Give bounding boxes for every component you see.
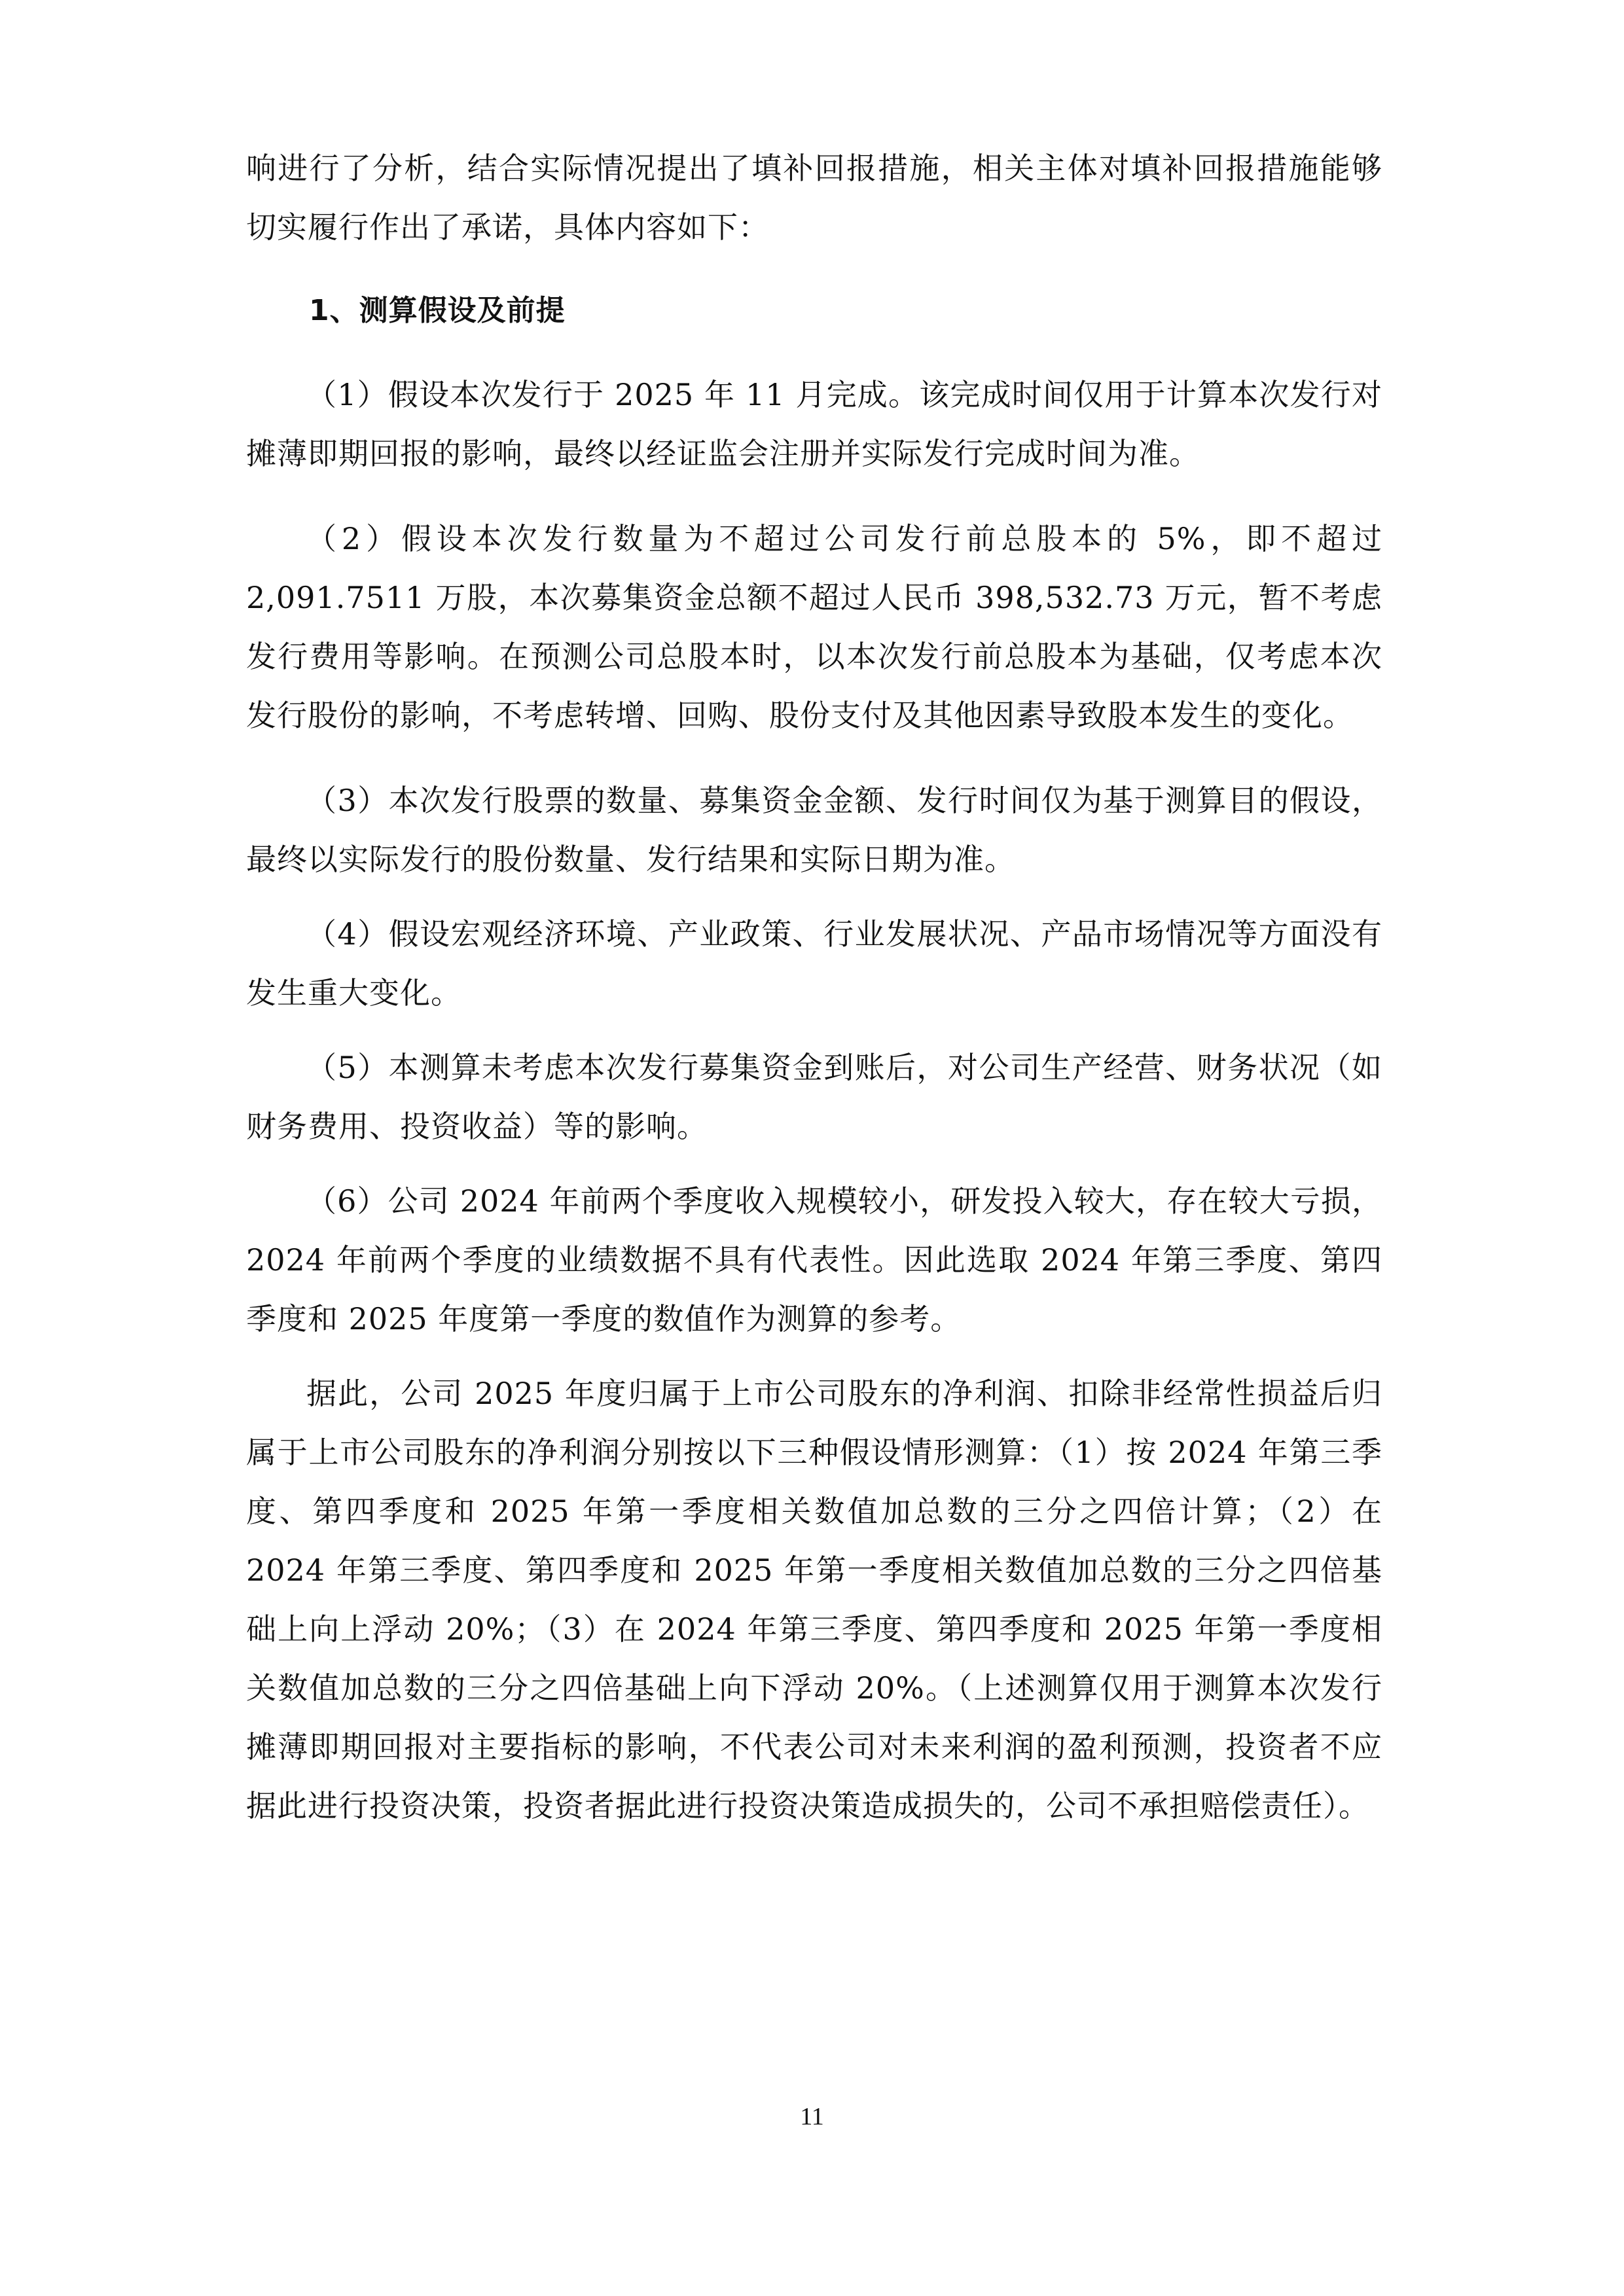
intro-paragraph: 响进行了分析，结合实际情况提出了填补回报措施，相关主体对填补回报措施能够切实履行作出了承诺，具体内容如下： (246, 151, 1382, 245)
section-heading: 1、测算假设及前提 (309, 294, 566, 327)
assumption-4: （4）假设宏观经济环境、产业政策、行业发展状况、产品市场情况等方面没有发生重大变化。 (246, 916, 1382, 1011)
assumption-3: （3）本次发行股票的数量、募集资金金额、发行时间仅为基于测算目的假设，最终以实际发行的股份数量、发行结果和实际日期为准。 (246, 783, 1382, 877)
assumption-1: （1）假设本次发行于 2025 年 11 月完成。该完成时间仅用于计算本次发行对摊薄即期回报的影响，最终以经证监会注册并实际发行完成时间为准。 (246, 377, 1382, 471)
page-number: 11 (800, 2103, 824, 2130)
document-body (246, 139, 1382, 1835)
assumption-6: （6）公司 2024 年前两个季度收入规模较小，研发投入较大，存在较大亏损，2024 年前两个季度的业绩数据不具有代表性。因此选取 2024 年第三季度、第四季度和 2025 年度第一季度的数值作为测算的参考。 (246, 1183, 1382, 1336)
assumption-2: （2）假设本次发行数量为不超过公司发行前总股本的 5%，即不超过 2,091.7511 万股，本次募集资金总额不超过人民币 398,532.73 万元，暂不考虑发行费用等影响。在预测公司总股本时，以本次发行前总股本为基础，仅考虑本次发行股份的影响，不考虑转增、回购、股份支付及其他因素导致股本发生的变化。 (246, 521, 1382, 733)
assumption-5: （5）本测算未考虑本次发行募集资金到账后，对公司生产经营、财务状况（如财务费用、投资收益）等的影响。 (246, 1050, 1382, 1144)
conclusion-paragraph: 据此，公司 2025 年度归属于上市公司股东的净利润、扣除非经常性损益后归属于上市公司股东的净利润分别按以下三种假设情形测算：（1）按 2024 年第三季度、第四季度和 2025 年第一季度相关数值加总数的三分之四倍计算；（2）在 2024 年第三季度、第四季度和 2025 年第一季度相关数值加总数的三分之四倍基础上向上浮动 20%；（3）在 2024 年第三季度、第四季度和 2025 年第一季度相关数值加总数的三分之四倍基础上向下浮动 20%。（上述测算仅用于测算本次发行摊薄即期回报对主要指标的影响，不代表公司对未来利润的盈利预测，投资者不应据此进行投资决策，投资者据此进行投资决策造成损失的，公司不承担赔偿责任）。 (246, 1376, 1382, 1823)
